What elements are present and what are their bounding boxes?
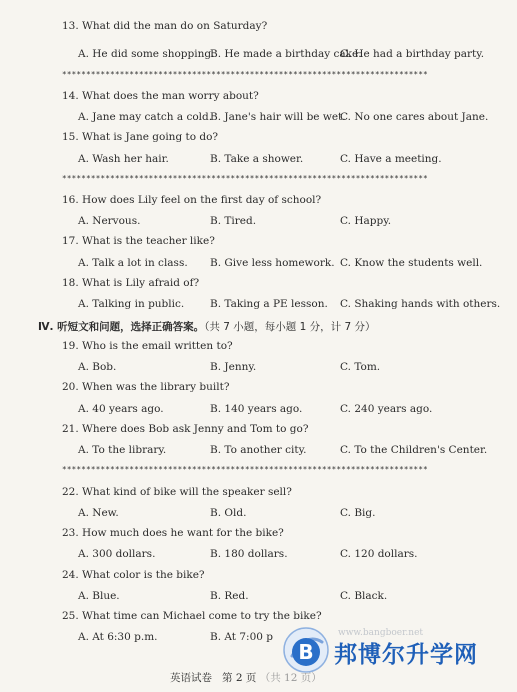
separator-line: **************************************************************************** (62, 70, 428, 79)
footer-total: （共 12 页） (259, 672, 322, 684)
question-19: 19. Who is the email written to? (62, 340, 233, 352)
q14-option-a: A. Jane may catch a cold. (78, 111, 213, 123)
q13-option-a: A. He did some shopping. (78, 48, 215, 60)
q16-option-b: B. Tired. (210, 215, 257, 227)
q13-option-b: B. He made a birthday cake. (210, 48, 362, 60)
q17-option-c: C. Know the students well. (340, 257, 483, 269)
question-14: 14. What does the man worry about? (62, 90, 259, 102)
footer-label: 英语试卷 (170, 672, 212, 684)
q22-option-b: B. Old. (210, 507, 247, 519)
q20-option-a: A. 40 years ago. (78, 403, 164, 415)
q19-option-b: B. Jenny. (210, 361, 257, 373)
q23-option-a: A. 300 dollars. (78, 548, 156, 560)
q21-option-a: A. To the library. (78, 444, 167, 456)
q20-option-b: B. 140 years ago. (210, 403, 303, 415)
question-25: 25. What time can Michael come to try the bike? (62, 610, 322, 622)
section-iv-title: Ⅳ. 听短文和问题，选择正确答案。 (38, 321, 205, 333)
question-20: 20. When was the library built? (62, 381, 230, 393)
q25-option-a: A. At 6:30 p.m. (78, 631, 158, 643)
q19-option-c: C. Tom. (340, 361, 381, 373)
footer-page: 第 2 页 (222, 672, 257, 684)
q17-option-a: A. Talk a lot in class. (78, 257, 188, 269)
q16-option-c: C. Happy. (340, 215, 392, 227)
question-21: 21. Where does Bob ask Jenny and Tom to go? (62, 423, 309, 435)
question-13: 13. What did the man do on Saturday? (62, 20, 268, 32)
q15-option-a: A. Wash her hair. (78, 153, 169, 165)
separator-line: **************************************************************************** (62, 174, 428, 183)
q21-option-c: C. To the Children's Center. (340, 444, 488, 456)
q25-option-b: B. At 7:00 p (210, 631, 273, 643)
q17-option-b: B. Give less homework. (210, 257, 335, 269)
q15-option-b: B. Take a shower. (210, 153, 304, 165)
question-16: 16. How does Lily feel on the first day of school? (62, 194, 322, 206)
q20-option-c: C. 240 years ago. (340, 403, 433, 415)
watermark-logo-icon (282, 626, 330, 674)
section-iv-note: （共 7 小题，每小题 1 分，计 7 分） (204, 321, 376, 333)
q13-option-c: C. He had a birthday party. (340, 48, 485, 60)
separator-line: **************************************************************************** (62, 465, 428, 474)
q21-option-b: B. To another city. (210, 444, 307, 456)
q24-option-c: C. Black. (340, 590, 388, 602)
question-24: 24. What color is the bike? (62, 569, 205, 581)
q23-option-c: C. 120 dollars. (340, 548, 418, 560)
watermark (282, 626, 512, 686)
question-23: 23. How much does he want for the bike? (62, 527, 284, 539)
q14-option-c: C. No one cares about Jane. (340, 111, 489, 123)
q24-option-a: A. Blue. (78, 590, 120, 602)
question-22: 22. What kind of bike will the speaker sell? (62, 486, 292, 498)
svg-text:B: B (298, 640, 314, 664)
q16-option-a: A. Nervous. (78, 215, 141, 227)
q23-option-b: B. 180 dollars. (210, 548, 288, 560)
q22-option-c: C. Big. (340, 507, 376, 519)
section-iv-heading (38, 319, 376, 334)
q19-option-a: A. Bob. (78, 361, 117, 373)
q18-option-b: B. Taking a PE lesson. (210, 298, 328, 310)
watermark-text: 邦博尔升学网 (334, 642, 478, 668)
question-18: 18. What is Lily afraid of? (62, 277, 200, 289)
q14-option-b: B. Jane's hair will be wet. (210, 111, 346, 123)
question-15: 15. What is Jane going to do? (62, 131, 219, 143)
question-17: 17. What is the teacher like? (62, 235, 215, 247)
watermark-url: www.bangboer.net (338, 628, 424, 638)
q18-option-a: A. Talking in public. (78, 298, 185, 310)
q22-option-a: A. New. (78, 507, 119, 519)
q24-option-b: B. Red. (210, 590, 249, 602)
q18-option-c: C. Shaking hands with others. (340, 298, 501, 310)
q15-option-c: C. Have a meeting. (340, 153, 442, 165)
